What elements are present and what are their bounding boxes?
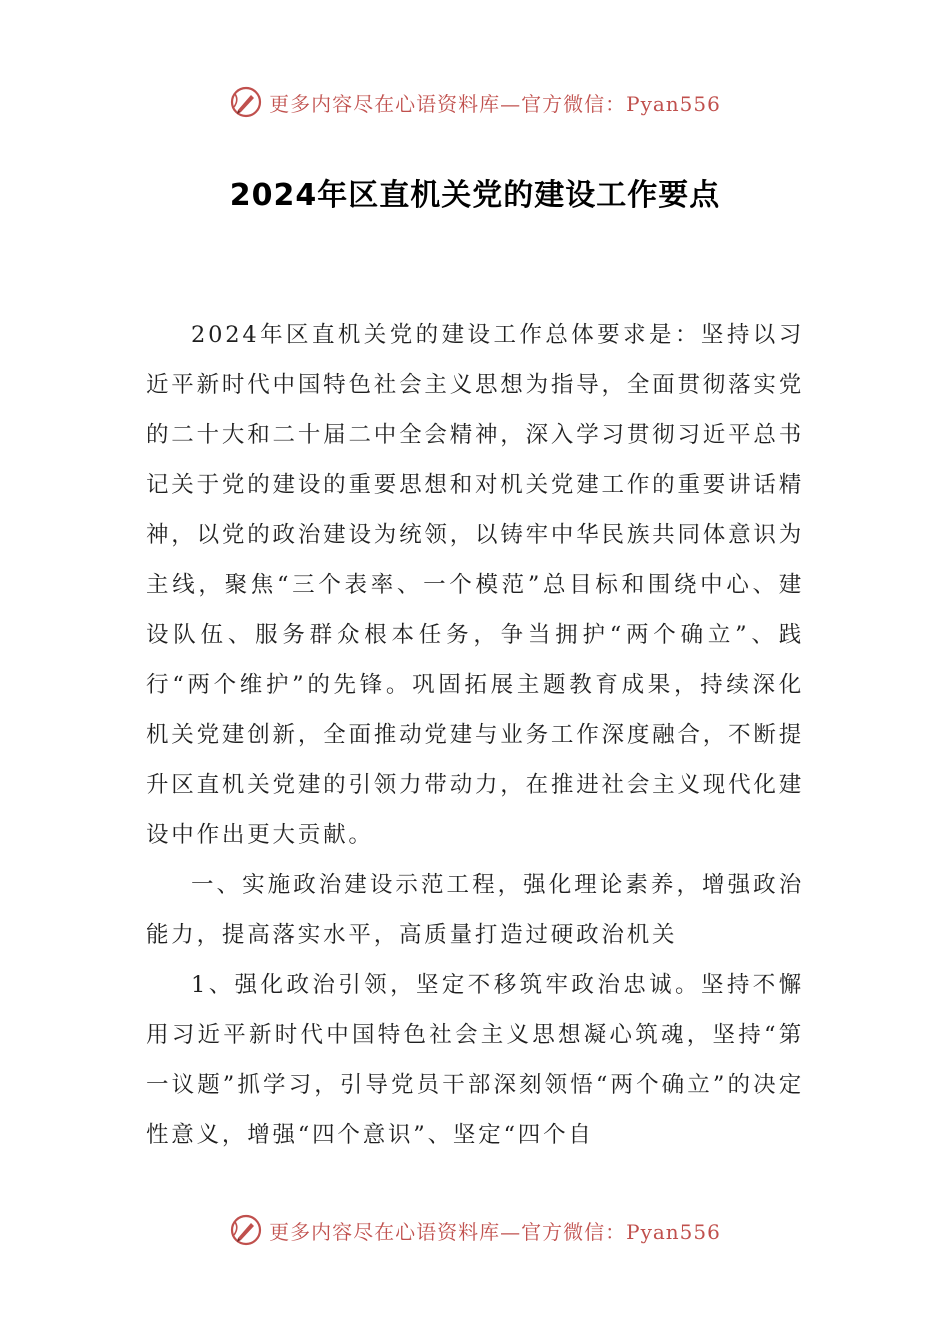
section-heading-1: 一、实施政治建设示范工程，强化理论素养，增强政治能力，提高落实水平，高质量打造过硬政治机关 <box>146 872 804 948</box>
pen-circle-logo-icon <box>229 85 263 119</box>
footer-banner-text: 更多内容尽在心语资料库—官方微信：Pyan556 <box>269 1219 721 1244</box>
header-banner <box>0 82 950 122</box>
header-banner-text: 更多内容尽在心语资料库—官方微信：Pyan556 <box>269 91 721 116</box>
intro-paragraph: 2024年区直机关党的建设工作总体要求是：坚持以习近平新时代中国特色社会主义思想为指导，全面贯彻落实党的二十大和二十届二中全会精神，深入学习贯彻习近平总书记关于党的建设的重要思想和对机关党建工作的重要讲话精神，以党的政治建设为统领，以铸牢中华民族共同体意识为主线，聚焦“三个表率、一个模范”总目标和围绕中心、建设队伍、服务群众根本任务，争当拥护“两个确立”、践行“两个维护”的先锋。巩固拓展主题教育成果，持续深化机关党建创新，全面推动党建与业务工作深度融合，不断提升区直机关党建的引领力带动力，在推进社会主义现代化建设中作出更大贡献。 <box>146 322 804 848</box>
document-title: 2024年区直机关党的建设工作要点 <box>229 178 721 213</box>
footer-banner <box>0 1210 950 1250</box>
pen-circle-logo-icon <box>229 1213 263 1247</box>
item-paragraph-1: 1、强化政治引领，坚定不移筑牢政治忠诚。坚持不懈用习近平新时代中国特色社会主义思想凝心筑魂，坚持“第一议题”抓学习，引导党员干部深刻领悟“两个确立”的决定性意义，增强“四个意识”、坚定“四个自 <box>146 972 804 1148</box>
document-body <box>146 310 804 1160</box>
